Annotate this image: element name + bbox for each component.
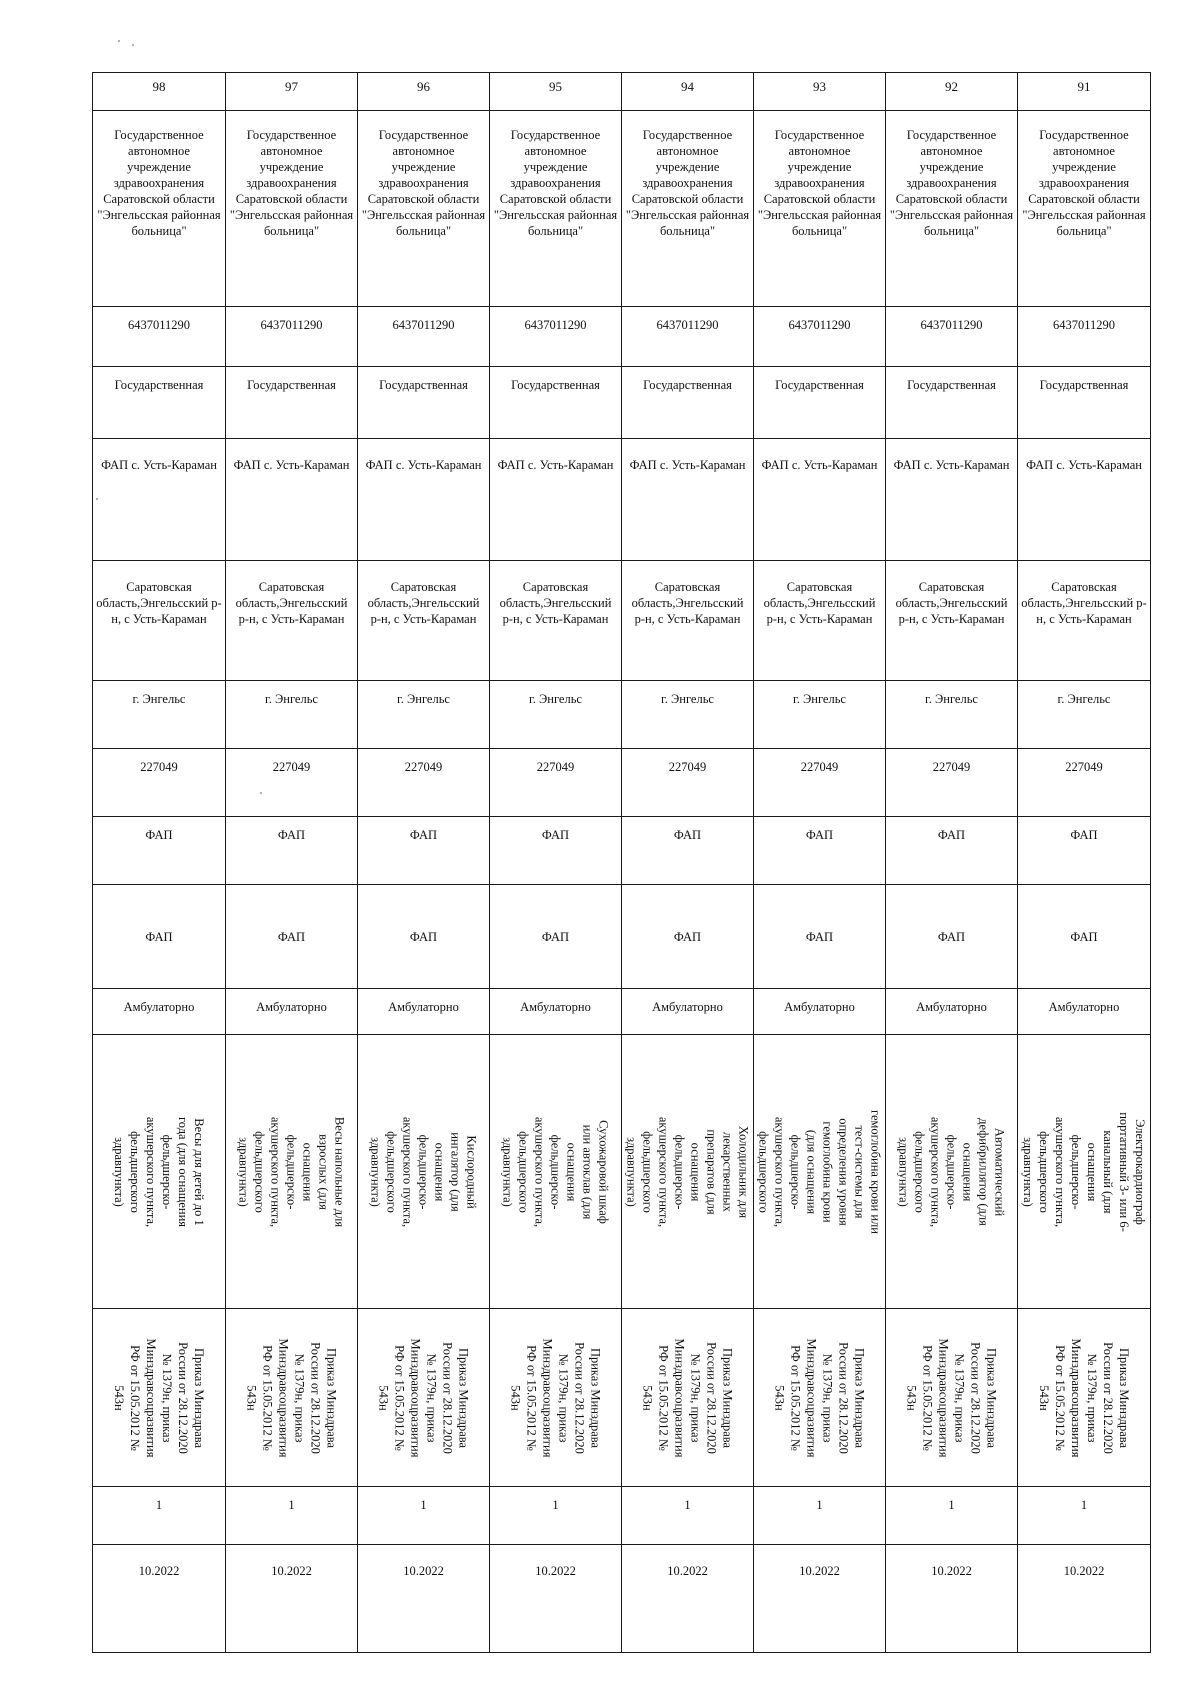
city-cell: г. Энгельс bbox=[226, 681, 358, 749]
city-cell: г. Энгельс bbox=[358, 681, 490, 749]
facility-subtype-cell: ФАП bbox=[93, 885, 226, 989]
date-cell: 10.2022 bbox=[1018, 1545, 1151, 1653]
facility-type-cell: ФАП bbox=[93, 817, 226, 885]
subtype-row bbox=[93, 885, 1151, 989]
facility-type-cell: ФАП bbox=[754, 817, 886, 885]
inn-cell: 6437011290 bbox=[226, 307, 358, 367]
column-number-cell: 93 bbox=[754, 73, 886, 111]
address-cell: Саратовская область,Энгельсский р-н, с Усть-Караман bbox=[93, 561, 226, 681]
order-reference-cell bbox=[226, 1309, 358, 1487]
date-row bbox=[93, 1545, 1151, 1653]
facility-type-cell: ФАП bbox=[622, 817, 754, 885]
order-row bbox=[93, 1309, 1151, 1487]
address-cell: Саратовская область,Энгельсский р-н, с Усть-Караман bbox=[754, 561, 886, 681]
order-reference-cell bbox=[358, 1309, 490, 1487]
equipment-table bbox=[92, 72, 1151, 1653]
equipment-name-cell-text: Электрокардиограф портативный 3- или 6-канальный (для оснащения фельдшерско-акушерского пункта, фельдшерского здравпункта) bbox=[1021, 1111, 1147, 1232]
unit-name-cell: ФАП с. Усть-Караман bbox=[93, 439, 226, 561]
city-cell: г. Энгельс bbox=[93, 681, 226, 749]
facility-subtype-cell: ФАП bbox=[358, 885, 490, 989]
order-reference-cell bbox=[754, 1309, 886, 1487]
ownership-cell: Государственная bbox=[754, 367, 886, 439]
facility-subtype-cell: ФАП bbox=[754, 885, 886, 989]
column-number-cell: 91 bbox=[1018, 73, 1151, 111]
address-cell: Саратовская область,Энгельсский р-н, с Усть-Караман bbox=[490, 561, 622, 681]
equipment-name-cell-text: гемоглобина крови или тест-системы для определения уровня гемоглобина крови (для оснащения фельдшерско-акушерского пункта, фельдшерского bbox=[756, 1109, 883, 1234]
qty-row bbox=[93, 1487, 1151, 1545]
organization-cell: Государственное автономное учреждение здравоохранения Саратовской области "Энгельсская районная больница" bbox=[886, 111, 1018, 307]
address-cell: Саратовская область,Энгельсский р-н, с Усть-Караман bbox=[226, 561, 358, 681]
facility-type-cell: ФАП bbox=[1018, 817, 1151, 885]
type-row bbox=[93, 817, 1151, 885]
equipment-name-cell bbox=[358, 1035, 490, 1309]
equipment-name-cell-text: Холодильник для лекарственных препаратов (для оснащения фельдшерско-акушерского пункта, фельдшерского здравпункта) bbox=[624, 1116, 751, 1227]
inn-cell: 6437011290 bbox=[1018, 307, 1151, 367]
code-cell: 227049 bbox=[93, 749, 226, 817]
condition-cell: Амбулаторно bbox=[886, 989, 1018, 1035]
order-reference-cell-text: Приказ Минздрава России от 28.12.2020 № 1379н, приказ Минздравсоцразвития РФ от 15.05.2012 № 543н bbox=[904, 1338, 999, 1457]
date-cell: 10.2022 bbox=[226, 1545, 358, 1653]
condition-cell: Амбулаторно bbox=[622, 989, 754, 1035]
equipment-name-cell bbox=[886, 1035, 1018, 1309]
organization-cell: Государственное автономное учреждение здравоохранения Саратовской области "Энгельсская районная больница" bbox=[622, 111, 754, 307]
ownership-cell: Государственная bbox=[886, 367, 1018, 439]
date-cell: 10.2022 bbox=[93, 1545, 226, 1653]
condition-cell: Амбулаторно bbox=[93, 989, 226, 1035]
code-cell: 227049 bbox=[490, 749, 622, 817]
code-row bbox=[93, 749, 1151, 817]
city-row bbox=[93, 681, 1151, 749]
date-cell: 10.2022 bbox=[622, 1545, 754, 1653]
unit-name-cell: ФАП с. Усть-Караман bbox=[754, 439, 886, 561]
order-reference-cell-text: Приказ Минздрава России от 28.12.2020 № 1379н, приказ Минздравсоцразвития РФ от 15.05.2012 № 543н bbox=[640, 1338, 735, 1457]
column-number-cell: 98 bbox=[93, 73, 226, 111]
order-reference-cell-text: Приказ Минздрава России от 28.12.2020 № 1379н, приказ Минздравсоцразвития РФ от 15.05.2012 № 543н bbox=[1037, 1338, 1131, 1457]
ownership-cell: Государственная bbox=[622, 367, 754, 439]
date-cell: 10.2022 bbox=[358, 1545, 490, 1653]
ownership-cell: Государственная bbox=[226, 367, 358, 439]
city-cell: г. Энгельс bbox=[1018, 681, 1151, 749]
facility-subtype-cell: ФАП bbox=[622, 885, 754, 989]
order-reference-cell-text: Приказ Минздрава России от 28.12.2020 № 1379н, приказ Минздравсоцразвития РФ от 15.05.2012 № 543н bbox=[508, 1338, 603, 1457]
inn-cell: 6437011290 bbox=[622, 307, 754, 367]
address-cell: Саратовская область,Энгельсский р-н, с Усть-Караман bbox=[886, 561, 1018, 681]
facility-subtype-cell: ФАП bbox=[490, 885, 622, 989]
order-reference-cell-text: Приказ Минздрава России от 28.12.2020 № 1379н, приказ Минздравсоцразвития РФ от 15.05.2012 № 543н bbox=[244, 1338, 339, 1457]
date-cell: 10.2022 bbox=[754, 1545, 886, 1653]
code-cell: 227049 bbox=[1018, 749, 1151, 817]
date-cell: 10.2022 bbox=[490, 1545, 622, 1653]
unit-name-cell: ФАП с. Усть-Караман bbox=[886, 439, 1018, 561]
address-cell: Саратовская область,Энгельсский р-н, с Усть-Караман bbox=[358, 561, 490, 681]
code-cell: 227049 bbox=[622, 749, 754, 817]
quantity-cell: 1 bbox=[93, 1487, 226, 1545]
equipment-row bbox=[93, 1035, 1151, 1309]
ownership-row bbox=[93, 367, 1151, 439]
order-reference-cell-text: Приказ Минздрава России от 28.12.2020 № 1379н, приказ Минздравсоцразвития РФ от 15.05.2012 № 543н bbox=[376, 1338, 471, 1457]
quantity-cell: 1 bbox=[754, 1487, 886, 1545]
condition-cell: Амбулаторно bbox=[490, 989, 622, 1035]
organization-cell: Государственное автономное учреждение здравоохранения Саратовской области "Энгельсская районная больница" bbox=[226, 111, 358, 307]
order-reference-cell-text: Приказ Минздрава России от 28.12.2020 № 1379н, приказ Минздравсоцразвития РФ от 15.05.2012 № 543н bbox=[112, 1338, 206, 1457]
city-cell: г. Энгельс bbox=[490, 681, 622, 749]
facility-type-cell: ФАП bbox=[358, 817, 490, 885]
inn-cell: 6437011290 bbox=[754, 307, 886, 367]
quantity-cell: 1 bbox=[886, 1487, 1018, 1545]
equipment-name-cell bbox=[754, 1035, 886, 1309]
unit-name-cell: ФАП с. Усть-Караман bbox=[358, 439, 490, 561]
city-cell: г. Энгельс bbox=[886, 681, 1018, 749]
equipment-name-cell bbox=[93, 1035, 226, 1309]
ownership-cell: Государственная bbox=[490, 367, 622, 439]
ownership-cell: Государственная bbox=[358, 367, 490, 439]
order-reference-cell-text: Приказ Минздрава России от 28.12.2020 № 1379н, приказ Минздравсоцразвития РФ от 15.05.2012 № 543н bbox=[772, 1338, 867, 1457]
equipment-name-cell-text: Автоматический дефибриллятор (для оснащения фельдшерско-акушерского пункта, фельдшерского здравпункта) bbox=[896, 1116, 1007, 1227]
equipment-name-cell bbox=[622, 1035, 754, 1309]
facility-subtype-cell: ФАП bbox=[226, 885, 358, 989]
scan-speck bbox=[118, 40, 120, 42]
code-cell: 227049 bbox=[754, 749, 886, 817]
inn-cell: 6437011290 bbox=[886, 307, 1018, 367]
order-reference-cell bbox=[886, 1309, 1018, 1487]
inn-row bbox=[93, 307, 1151, 367]
organization-cell: Государственное автономное учреждение здравоохранения Саратовской области "Энгельсская районная больница" bbox=[754, 111, 886, 307]
unit-name-cell: ФАП с. Усть-Караман bbox=[1018, 439, 1151, 561]
equipment-name-cell bbox=[1018, 1035, 1151, 1309]
organization-cell: Государственное автономное учреждение здравоохранения Саратовской области "Энгельсская районная больница" bbox=[490, 111, 622, 307]
code-cell: 227049 bbox=[226, 749, 358, 817]
equipment-name-cell bbox=[226, 1035, 358, 1309]
order-reference-cell bbox=[93, 1309, 226, 1487]
unit-name-cell: ФАП с. Усть-Караман bbox=[622, 439, 754, 561]
quantity-cell: 1 bbox=[1018, 1487, 1151, 1545]
condition-row bbox=[93, 989, 1151, 1035]
quantity-cell: 1 bbox=[622, 1487, 754, 1545]
column-number-cell: 92 bbox=[886, 73, 1018, 111]
org-row bbox=[93, 111, 1151, 307]
unit-row bbox=[93, 439, 1151, 561]
code-cell: 227049 bbox=[886, 749, 1018, 817]
facility-type-cell: ФАП bbox=[886, 817, 1018, 885]
ownership-cell: Государственная bbox=[93, 367, 226, 439]
condition-cell: Амбулаторно bbox=[358, 989, 490, 1035]
equipment-name-cell-text: Кислородный ингалятор (для оснащения фельдшерско-акушерского пункта, фельдшерского здравпункта) bbox=[368, 1116, 479, 1227]
column-number-cell: 97 bbox=[226, 73, 358, 111]
code-cell: 227049 bbox=[358, 749, 490, 817]
inn-cell: 6437011290 bbox=[490, 307, 622, 367]
order-reference-cell bbox=[1018, 1309, 1151, 1487]
equipment-name-cell-text: Весы для детей до 1 года (для оснащения фельдшерско-акушерского пункта, фельдшерского здравпункта) bbox=[112, 1116, 206, 1227]
inn-cell: 6437011290 bbox=[358, 307, 490, 367]
address-cell: Саратовская область,Энгельсский р-н, с Усть-Караман bbox=[622, 561, 754, 681]
column-number-cell: 94 bbox=[622, 73, 754, 111]
equipment-name-cell-text: Весы напольные для взрослых (для оснащения фельдшерско-акушерского пункта, фельдшерского здравпункта) bbox=[236, 1116, 347, 1227]
num-row bbox=[93, 73, 1151, 111]
quantity-cell: 1 bbox=[490, 1487, 622, 1545]
column-number-cell: 95 bbox=[490, 73, 622, 111]
column-number-cell: 96 bbox=[358, 73, 490, 111]
equipment-name-cell bbox=[490, 1035, 622, 1309]
scan-speck bbox=[132, 44, 134, 46]
condition-cell: Амбулаторно bbox=[1018, 989, 1151, 1035]
date-cell: 10.2022 bbox=[886, 1545, 1018, 1653]
address-cell: Саратовская область,Энгельсский р-н, с Усть-Караман bbox=[1018, 561, 1151, 681]
address-row bbox=[93, 561, 1151, 681]
organization-cell: Государственное автономное учреждение здравоохранения Саратовской области "Энгельсская районная больница" bbox=[358, 111, 490, 307]
facility-subtype-cell: ФАП bbox=[886, 885, 1018, 989]
quantity-cell: 1 bbox=[226, 1487, 358, 1545]
organization-cell: Государственное автономное учреждение здравоохранения Саратовской области "Энгельсская районная больница" bbox=[93, 111, 226, 307]
unit-name-cell: ФАП с. Усть-Караман bbox=[226, 439, 358, 561]
order-reference-cell bbox=[622, 1309, 754, 1487]
order-reference-cell bbox=[490, 1309, 622, 1487]
facility-type-cell: ФАП bbox=[226, 817, 358, 885]
equipment-name-cell-text: Сухожаровой шкаф или автоклав (для оснащения фельдшерско-акушерского пункта, фельдшерского здравпункта) bbox=[500, 1116, 611, 1227]
condition-cell: Амбулаторно bbox=[754, 989, 886, 1035]
unit-name-cell: ФАП с. Усть-Караман bbox=[490, 439, 622, 561]
quantity-cell: 1 bbox=[358, 1487, 490, 1545]
city-cell: г. Энгельс bbox=[754, 681, 886, 749]
inn-cell: 6437011290 bbox=[93, 307, 226, 367]
facility-type-cell: ФАП bbox=[490, 817, 622, 885]
organization-cell: Государственное автономное учреждение здравоохранения Саратовской области "Энгельсская районная больница" bbox=[1018, 111, 1151, 307]
ownership-cell: Государственная bbox=[1018, 367, 1151, 439]
condition-cell: Амбулаторно bbox=[226, 989, 358, 1035]
city-cell: г. Энгельс bbox=[622, 681, 754, 749]
facility-subtype-cell: ФАП bbox=[1018, 885, 1151, 989]
